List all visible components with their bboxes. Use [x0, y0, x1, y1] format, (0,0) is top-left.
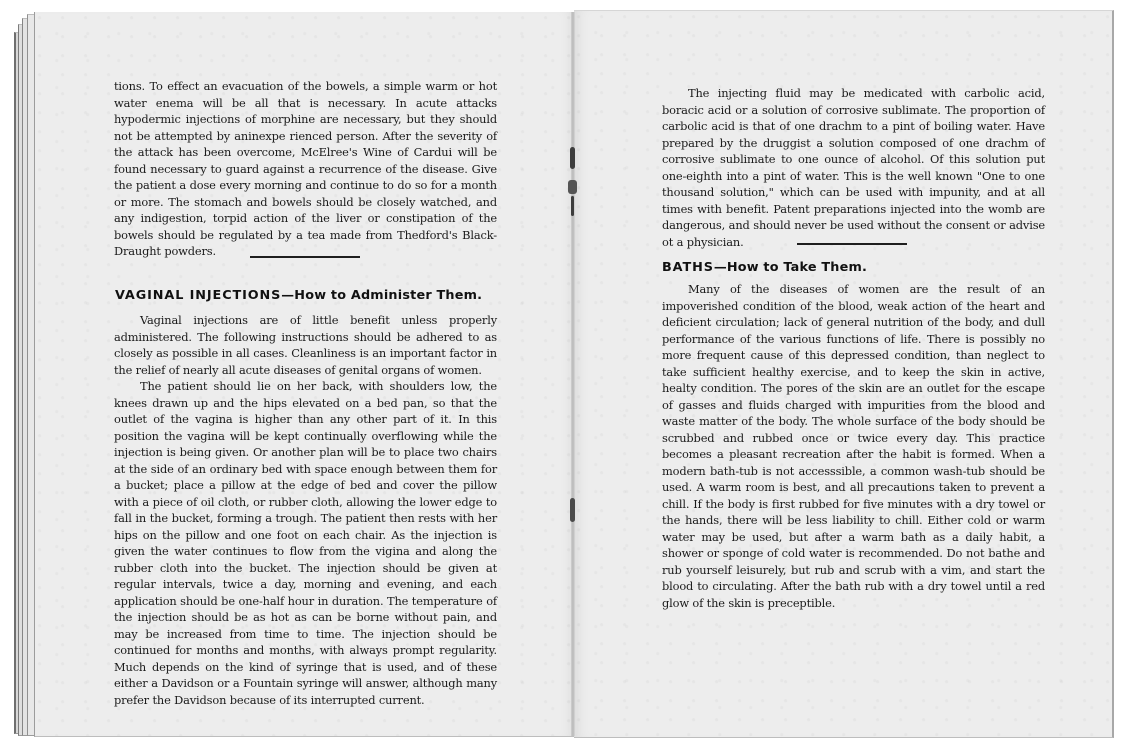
left-intro-paragraph	[114, 78, 497, 260]
vaginal-injections-body	[114, 312, 497, 708]
binding-tear	[571, 196, 574, 216]
book-gutter	[571, 12, 575, 736]
paragraph: The injecting fluid may be medicated with carbolic acid, boracic acid or a solution of corrosive sublimate. The proportion of carbolic acid is that of one drachm to a pint of boiling water. Have prepared by the druggist a solution composed of one drachm of corrosive sublimate to one ounce of alcohol. Of this solution put one-eighth into a pint of water. This is the well known "One to one thousand solution," which can be used with impunity, and at all times with benefit. Patent preparations injected into the womb are dangerous, and should never be used without the consent or advise ot a physician.	[662, 86, 1045, 249]
paragraph: Many of the diseases of women are the result of an impoverished condition of the blood, weak action of the heart and deficient circulation; lack of general nutrition of the body, and dull performance of the various functions of life. There is possibly no more frequent cause of this depressed condition, than neglect to take sufficient healthy exercise, and to keep the skin in active, healty condition. The pores of the skin are an outlet for the escape of gasses and fluids charged with impurities from the blood and waste matter of the body. The whole surface of the body should be scrubbed and rubbed once or twice every day. This practice becomes a pleasant recreation after the habit is formed. When a modern bath-tub is not accesssible, a common wash-tub should be used. A warm room is best, and all precautions taken to prevent a chill. If the body is first rubbed for five minutes with a dry towel or the hands, there will be less liability to chill. Either cold or warm water may be used, but after a warm bath as a daily habit, a shower or sponge of cold water is recommended. Do not bathe and rub yourself leisurely, but rub and scrub with a vim, and start the blood to circulating. After the bath rub with a dry towel until a red glow of the skin is preceptible.	[662, 282, 1045, 610]
binding-tear	[570, 147, 575, 169]
heading-subtitle: —How to Take Them.	[713, 260, 868, 275]
heading-caps: VAGINAL INJECTIONS	[115, 288, 282, 303]
paragraph: The patient should lie on her back, with shoulders low, the knees drawn up and the hips elevated on a bed pan, so that the outlet of the vagina is higher than any other part of it. In this position the vagina will be kept continually overflowing while the injection is being given. Or another plan will be to place two chairs at the side of an ordinary bed with space enough between them for a bucket; place a pillow at the edge of bed and cover the pillow with a piece of oil cloth, or rubber cloth, allowing the lower edge to fall in the bucket, forming a trough. The patient then rests with her hips on the pillow and one foot on each chair. As the injection is given the water continues to flow from the vigina and along the rubber cloth into the bucket. The injection should be given at regular intervals, twice a day, morning and evening, and each application should be one-half hour in duration. The temperature of the injection should be as hot as can be borne without pain, and may be increased from time to time. The injection should be continued for months and months, with always prompt regularity. Much depends on the kind of syringe that is used, and of these either a Davidson or a Fountain syringe will answer, although many prefer the Davidson because of its interrupted current.	[114, 379, 497, 707]
right-intro-paragraph	[662, 85, 1045, 250]
paragraph: tions. To effect an evacuation of the bowels, a simple warm or hot water enema will be all that is necessary. In acute attacks hypodermic injections of morphine are necessary, but they should not be attempted by aninexpe rienced person. After the severity of the attack has been overcome, McElree's Wine of Cardui will be found necessary to guard against a recurrence of the disease. Give the patient a dose every morning and continue to do so for a month or more. The stomach and bowels should be closely watched, and any indigestion, torpid action of the liver or constipation of the bowels should be regulated by a tea made from Thedford's Black-Draught powders.	[114, 79, 497, 258]
binding-tear	[570, 498, 575, 522]
binding-tear	[568, 180, 577, 194]
section-heading-vaginal-injections	[115, 288, 482, 303]
paragraph: Vaginal injections are of little benefit unless properly administered. The following instructions should be adhered to as closely as possible in all cases. Cleanliness is an important factor in the relief of nearly all acute diseases of genital organs of women.	[114, 313, 497, 377]
baths-body	[662, 281, 1045, 611]
section-divider	[250, 256, 360, 258]
section-heading-baths	[662, 260, 867, 275]
heading-subtitle: —How to Administer Them.	[281, 288, 483, 303]
section-divider	[797, 243, 907, 245]
heading-caps: BATHS	[662, 260, 714, 275]
